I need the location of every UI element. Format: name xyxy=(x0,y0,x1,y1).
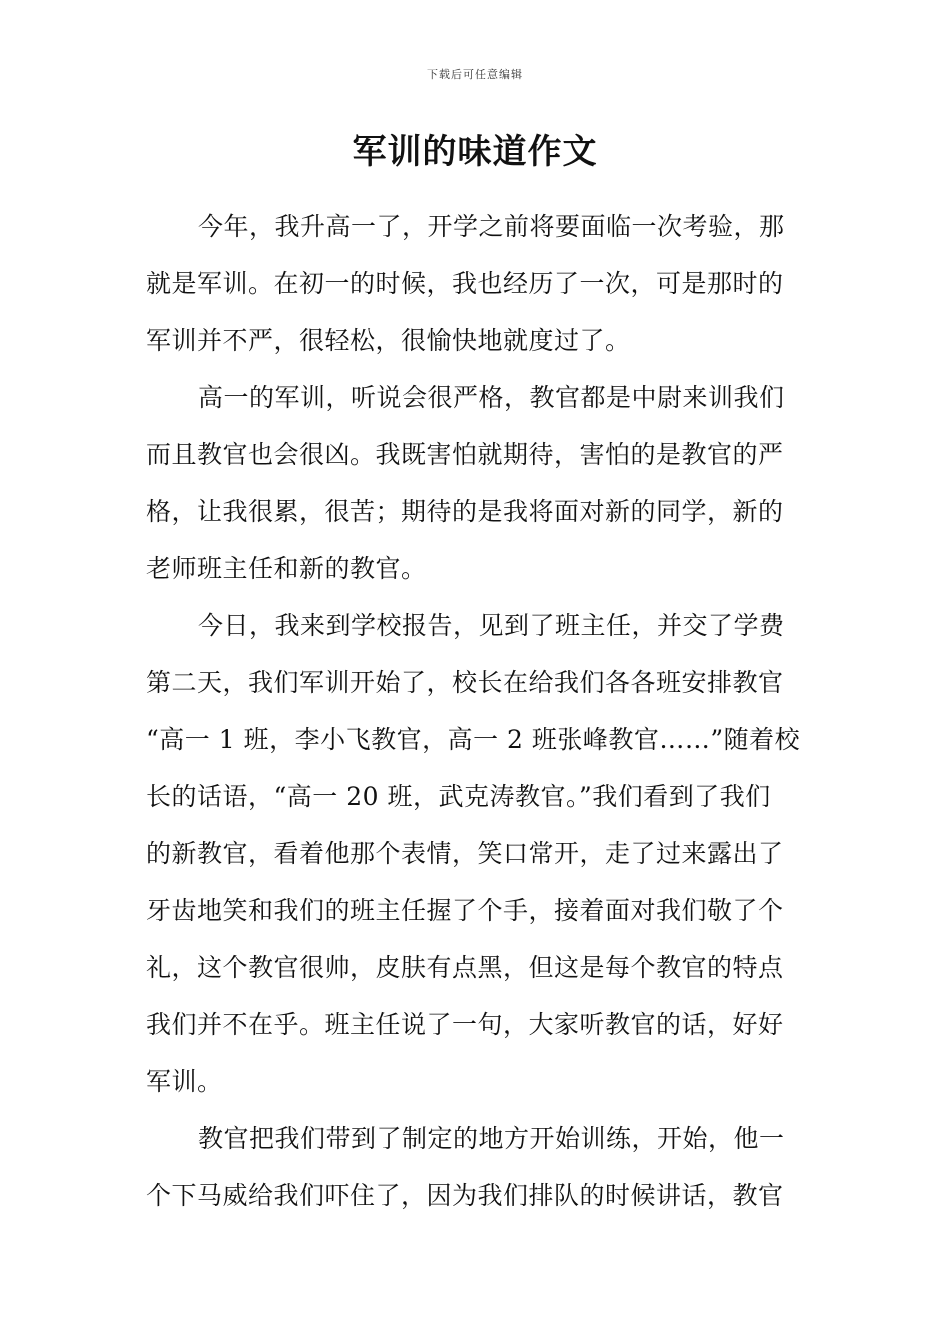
paragraph-1 xyxy=(146,198,806,369)
paragraph-line: 牙齿地笑和我们的班主任握了个手，接着面对我们敬了个 xyxy=(146,896,784,925)
paragraph-line: 格，让我很累，很苦；期待的是我将面对新的同学，新的 xyxy=(146,497,784,526)
paragraph-line: “高一 1 班，李小飞教官，高一 2 班张峰教官……”随着校 xyxy=(146,725,801,754)
paragraph-line: 长的话语，“高一 20 班，武克涛教官。”我们看到了我们 xyxy=(146,782,771,811)
paragraph-3 xyxy=(146,597,806,1110)
paragraph-line: 就是军训。在初一的时候，我也经历了一次，可是那时的 xyxy=(146,269,784,298)
paragraph-line: 我们并不在乎。班主任说了一句，大家听教官的话，好好 xyxy=(146,1010,784,1039)
document-body xyxy=(146,198,806,1224)
paragraph-line: 的新教官，看着他那个表情，笑口常开，走了过来露出了 xyxy=(146,839,784,868)
paragraph-line: 今年，我升高一了，开学之前将要面临一次考验，那 xyxy=(198,212,785,241)
paragraph-line: 礼，这个教官很帅，皮肤有点黑，但这是每个教官的特点 xyxy=(146,953,784,982)
document-title: 军训的味道作文 xyxy=(352,132,598,172)
paragraph-line: 个下马威给我们吓住了，因为我们排队的时候讲话，教官 xyxy=(146,1181,784,1210)
paragraph-line: 军训并不严，很轻松，很愉快地就度过了。 xyxy=(146,326,631,355)
paragraph-line: 高一的军训，听说会很严格，教官都是中尉来训我们 xyxy=(198,383,785,412)
paragraph-2 xyxy=(146,369,806,597)
paragraph-4 xyxy=(146,1110,806,1224)
paragraph-line: 今日，我来到学校报告，见到了班主任，并交了学费 xyxy=(198,611,785,640)
paragraph-line: 老师班主任和新的教官。 xyxy=(146,554,427,583)
header-note: 下载后可任意编辑 xyxy=(427,68,523,81)
paragraph-line: 军训。 xyxy=(146,1067,223,1096)
paragraph-line: 教官把我们带到了制定的地方开始训练，开始，他一 xyxy=(198,1124,785,1153)
paragraph-line: 而且教官也会很凶。我既害怕就期待，害怕的是教官的严 xyxy=(146,440,784,469)
paragraph-line: 第二天，我们军训开始了，校长在给我们各各班安排教官 xyxy=(146,668,784,697)
